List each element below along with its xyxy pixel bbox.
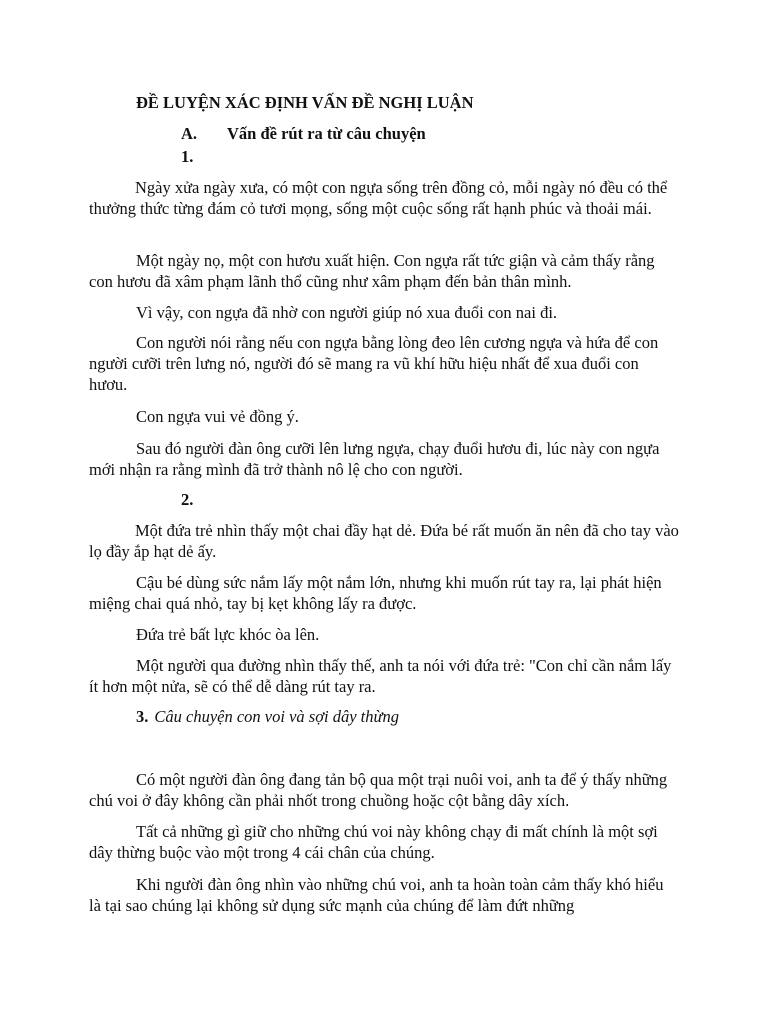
section-a-title: Vấn đề rút ra từ câu chuyện: [227, 124, 426, 143]
story-1-paragraph: Một ngày nọ, một con hươu xuất hiện. Con ngựa rất tức giận và cảm thấy rằng con hươu đã xâm phạm lãnh thổ cũng như xâm phạm đến bản thân mình.: [89, 251, 655, 291]
section-a-marker: A.: [181, 124, 198, 143]
story-3-paragraph: Tất cả những gì giữ cho những chú voi này không chạy đi mất chính là một sợi dây thừng buộc vào một trong 4 cái chân của chúng.: [89, 822, 658, 862]
story-2-paragraph: Một đứa trẻ nhìn thấy một chai đầy hạt dẻ. Đứa bé rất muốn ăn nên đã cho tay vào lọ đầy ắp hạt dẻ ấy.: [89, 521, 679, 561]
section-a-heading: [181, 124, 426, 144]
story-3-paragraph: Khi người đàn ông nhìn vào những chú voi, anh ta hoàn toàn cảm thấy khó hiểu là tại sao chúng lại không sử dụng sức mạnh của chúng để làm đứt những: [89, 875, 664, 915]
story-2-paragraph: Một người qua đường nhìn thấy thế, anh ta nói với đứa trẻ: "Con chỉ cần nắm lấy ít hơn một nửa, sẽ có thể dễ dàng rút tay ra.: [89, 656, 672, 696]
story-1-number: 1.: [181, 147, 194, 166]
story-1-paragraph: Ngày xửa ngày xưa, có một con ngựa sống trên đồng cỏ, mỗi ngày nó đều có thể thưởng thức từng đám cỏ tươi mọng, sống một cuộc sống rất hạnh phúc và thoải mái.: [89, 178, 668, 218]
story-3-number: 3.: [136, 707, 149, 726]
document-title: ĐỀ LUYỆN XÁC ĐỊNH VẤN ĐỀ NGHỊ LUẬN: [136, 93, 474, 112]
story-1-paragraph: Vì vậy, con ngựa đã nhờ con người giúp nó xua đuổi con nai đi.: [136, 303, 558, 322]
story-2-paragraph: Đứa trẻ bất lực khóc òa lên.: [136, 625, 320, 644]
story-1-paragraph: Con ngựa vui vẻ đồng ý.: [136, 407, 299, 426]
story-3-heading: [136, 707, 399, 727]
story-1-paragraph: Sau đó người đàn ông cưỡi lên lưng ngựa, chạy đuổi hươu đi, lúc này con ngựa mới nhận ra rằng mình đã trở thành nô lệ cho con người.: [89, 439, 660, 479]
story-1-paragraph: Con người nói rằng nếu con ngựa bằng lòng đeo lên cương ngựa và hứa để con người cưỡi trên lưng nó, người đó sẽ mang ra vũ khí hữu hiệu nhất để xua đuổi con hươu.: [89, 333, 659, 394]
story-2-paragraph: Cậu bé dùng sức nắm lấy một nắm lớn, nhưng khi muốn rút tay ra, lại phát hiện miệng chai quá nhỏ, tay bị kẹt không lấy ra được.: [89, 573, 662, 613]
story-2-number: 2.: [181, 490, 194, 509]
story-3-title: Câu chuyện con voi và sợi dây thừng: [154, 707, 399, 726]
story-3-paragraph: Có một người đàn ông đang tản bộ qua một trại nuôi voi, anh ta để ý thấy những chú voi ở đây không cần phải nhốt trong chuồng hoặc cột bằng dây xích.: [89, 770, 668, 810]
